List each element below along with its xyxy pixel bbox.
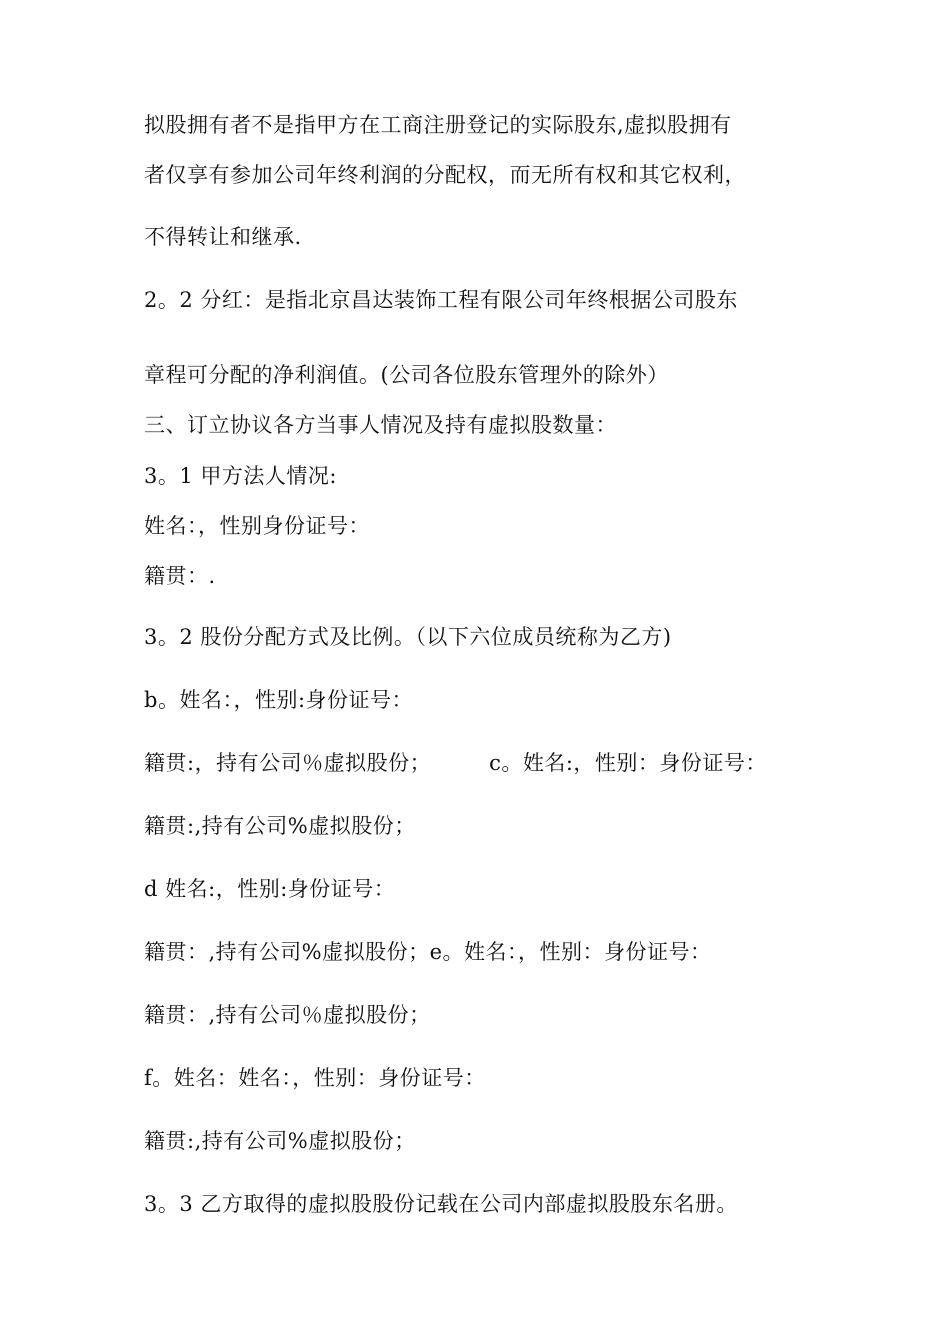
text-line-7: 3。1 甲方法人情况: xyxy=(144,464,337,488)
text-line-9: 籍贯：. xyxy=(144,564,216,588)
text-line-3: 不得转让和继承. xyxy=(144,225,302,249)
section-heading-3: 三、订立协议各方当事人情况及持有虚拟股数量： xyxy=(144,413,617,437)
text-line-14: d 姓名:，性别:身份证号： xyxy=(144,877,396,901)
text-line-13: 籍贯:,持有公司%虚拟股份； xyxy=(144,814,416,838)
text-line-12 xyxy=(144,749,767,777)
text-line-15: 籍贯：,持有公司%虚拟股份；e。姓名：，性别：身份证号： xyxy=(144,940,712,964)
text-line-17: f。姓名：姓名：，性别：身份证号： xyxy=(144,1066,486,1090)
text-line-10: 3。2 股份分配方式及比例。（以下六位成员统称为乙方) xyxy=(144,625,672,649)
text-line-5: 章程可分配的净利润值。(公司各位股东管理外的除外） xyxy=(144,363,669,387)
text-line-19: 3。3 乙方取得的虚拟股股份记载在公司内部虚拟股股东名册。 xyxy=(144,1192,738,1216)
text-line-1: 拟股拥有者不是指甲方在工商注册登记的实际股东,虚拟股拥有 xyxy=(144,113,732,137)
text-segment-c-name: c。姓名:，性别：身份证号： xyxy=(489,751,767,775)
text-line-18: 籍贯:,持有公司%虚拟股份； xyxy=(144,1129,416,1153)
text-line-16: 籍贯：,持有公司％虚拟股份； xyxy=(144,1003,431,1027)
text-line-2: 者仅享有参加公司年终利润的分配权，而无所有权和其它权利， xyxy=(144,163,746,187)
text-segment-b-origin: 籍贯:，持有公司％虚拟股份； xyxy=(144,751,432,775)
text-line-8: 姓名：，性别身份证号： xyxy=(144,514,370,538)
text-line-11: b。姓名：，性别:身份证号： xyxy=(144,688,414,712)
text-line-4: 2。2 分红：是指北京昌达装饰工程有限公司年终根据公司股东 xyxy=(144,288,738,312)
